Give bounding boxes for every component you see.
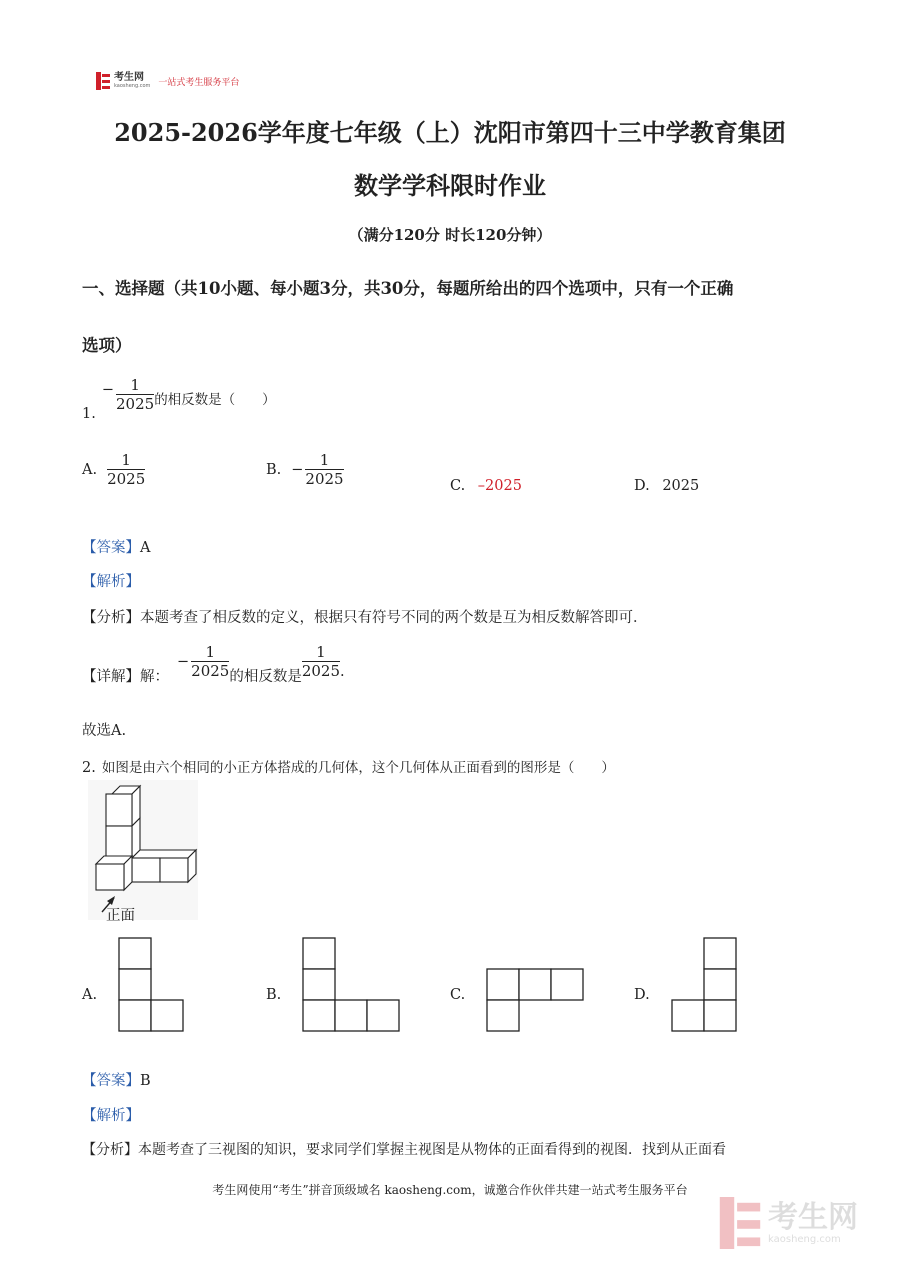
logo-text (114, 73, 150, 89)
q1-detail-fraction1 (191, 644, 229, 680)
q1-fraction (116, 377, 154, 413)
q1-detail-num2: 1 (316, 642, 326, 661)
q1-stem (82, 368, 276, 422)
q2-answer-line (82, 1069, 151, 1090)
logo-url: kaosheng.com (114, 83, 151, 89)
document-title-line1: 2025-2026学年度七年级（上）沈阳市第四十三中学教育集团 (114, 118, 786, 147)
header-logo (96, 72, 239, 90)
q1-option-c[interactable] (450, 478, 522, 494)
q1-option-a[interactable] (82, 452, 145, 488)
q2-option-c-label[interactable]: C. (450, 987, 466, 1003)
q1-option-b[interactable] (266, 452, 344, 488)
q1-option-b-minus: − (291, 462, 304, 478)
q1-answer-line (82, 536, 150, 557)
q1-detail-den2: 2025 (301, 661, 341, 680)
q1-option-a-label: A. (82, 462, 98, 478)
q2-answer-tag: 【答案】 (82, 1073, 140, 1089)
q2-option-d-figure[interactable] (671, 937, 739, 1033)
q1-option-a-den: 2025 (107, 470, 146, 488)
q2-option-a-label[interactable]: A. (82, 987, 98, 1003)
watermark-url: kaosheng.com (768, 1233, 841, 1245)
q2-option-b-label[interactable]: B. (266, 987, 282, 1003)
q1-answer-value: A (140, 540, 151, 556)
q1-option-b-label: B. (266, 462, 282, 478)
q1-option-a-num: 1 (121, 451, 131, 469)
q1-text: 的相反数是（ ） (154, 392, 276, 408)
q2-option-a-figure[interactable] (118, 937, 186, 1033)
document-title-line2: 数学学科限时作业 (354, 171, 546, 200)
q2-option-b-figure[interactable] (302, 937, 402, 1033)
q1-detail-prefix: 【详解】解： (82, 669, 169, 685)
exam-info: （满分120分 时长120分钟） (348, 226, 552, 244)
q1-conclusion-answer: A (111, 723, 122, 739)
q1-conclusion-prefix: 故选 (82, 723, 111, 739)
q2-option-d-label[interactable]: D. (634, 987, 650, 1003)
q2-front-label: 正面 (106, 908, 135, 924)
q1-option-d[interactable] (634, 478, 699, 494)
q2-analysis-tag: 【解析】 (82, 1108, 140, 1124)
q1-option-b-fraction (305, 452, 343, 488)
q1-detail-fraction2 (302, 644, 340, 680)
q1-option-c-value: –2025 (477, 478, 522, 494)
q1-conclusion-end: . (121, 723, 127, 739)
watermark-name: 考生网 (768, 1199, 858, 1235)
q1-detail-den1: 2025 (191, 661, 230, 680)
q1-analysis-tag: 【解析】 (82, 574, 140, 590)
q2-option-c-figure[interactable] (486, 968, 586, 1034)
q2-fenxi: 【分析】本题考查了三视图的知识，要求同学们掌握主视图是从物体的正面看得到的视图．找到从正面看 (82, 1142, 726, 1158)
logo-mark-icon (96, 72, 110, 90)
q1-detail-mid: 的相反数是 (229, 669, 302, 685)
q1-frac-num: 1 (130, 376, 140, 394)
q1-option-d-label: D. (634, 478, 650, 494)
q1-detail-num1: 1 (205, 642, 216, 661)
q2-cube-figure (88, 780, 198, 922)
q1-detail-minus: − (177, 653, 190, 670)
section1-heading-line2: 选项） (82, 336, 132, 355)
q1-option-b-num: 1 (319, 451, 330, 469)
q2-stem (82, 756, 615, 776)
watermark-text (768, 1199, 858, 1245)
q2-text: 如图是由六个相同的小正方体搭成的几何体，这个几何体从正面看到的图形是（ ） (101, 760, 615, 776)
watermark-logo-icon (718, 1197, 762, 1249)
q2-number: 2. (82, 760, 96, 776)
page-footer: 考生网使用“考生”拼音顶级域名 kaosheng.com，诚邀合作伙伴共建一站式考生服务平台 (212, 1183, 688, 1197)
q2-answer-value: B (140, 1073, 151, 1089)
watermark (718, 1197, 858, 1249)
q1-frac-den: 2025 (116, 395, 155, 413)
q1-option-a-fraction (107, 452, 145, 488)
q1-option-b-den: 2025 (305, 470, 344, 488)
q1-detail-end: . (340, 663, 345, 680)
q1-number: 1. (82, 406, 96, 422)
logo-slogan: 一站式考生服务平台 (158, 77, 240, 88)
section1-heading-line1: 一、选择题（共10小题、每小题3分，共30分，每题所给出的四个选项中，只有一个正确 (82, 279, 734, 298)
logo-name: 考生网 (114, 72, 144, 83)
q1-answer-tag: 【答案】 (82, 540, 140, 556)
q1-minus: − (101, 382, 114, 398)
q1-option-d-value: 2025 (662, 478, 700, 494)
q1-option-c-label: C. (450, 478, 466, 494)
q1-detail (82, 637, 345, 686)
q1-fenxi: 【分析】本题考查了相反数的定义，根据只有符号不同的两个数是互为相反数解答即可． (82, 610, 648, 626)
q1-conclusion (82, 719, 126, 740)
